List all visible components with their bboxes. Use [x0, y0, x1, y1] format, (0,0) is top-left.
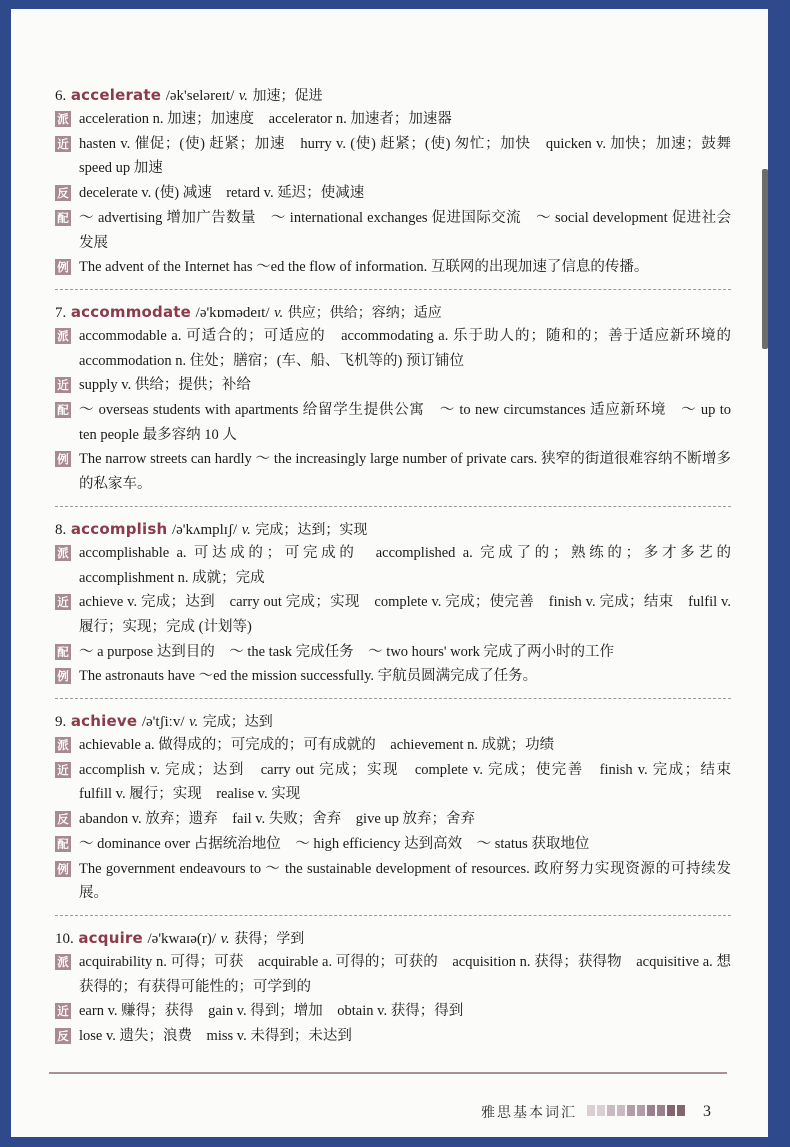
entry-row	[55, 1024, 731, 1049]
entry-number: 10.	[55, 930, 74, 947]
entry-number: 9.	[55, 714, 67, 731]
decor-square	[647, 1105, 655, 1116]
headword: achieve	[70, 712, 138, 731]
category-badge: 例	[55, 861, 71, 877]
category-badge: 配	[55, 210, 71, 226]
entry-divider	[55, 506, 731, 507]
entry-number: 6.	[55, 88, 67, 104]
decor-square	[597, 1105, 605, 1116]
row-text: decelerate v. (使) 减速 retard v. 延迟；使减速	[79, 185, 365, 202]
vocab-list	[55, 83, 746, 1049]
entry-row	[55, 398, 731, 447]
decor-square	[657, 1105, 665, 1116]
entry-row	[55, 733, 731, 758]
category-badge: 近	[55, 377, 71, 393]
definition: 完成；达到；实现	[255, 521, 368, 538]
entry-heading	[55, 926, 731, 950]
decor-square	[617, 1105, 625, 1116]
entry-divider	[55, 698, 731, 699]
entry-row	[55, 832, 731, 857]
entry-row	[55, 999, 731, 1024]
scrollbar[interactable]	[762, 169, 768, 349]
row-text: The advent of the Internet has ～ed the flow of information. 互联网的出现加速了信息的传播。	[79, 259, 649, 276]
entry-row	[55, 255, 731, 280]
row-text: supply v. 供给；提供；补给	[79, 377, 251, 394]
row-text: The government endeavours to ～ the sustainable development of resources. 政府努力实现资源的可持续发展。	[79, 860, 731, 902]
definition: 加速；促进	[252, 88, 323, 104]
headword: acquire	[78, 928, 143, 947]
entry-row	[55, 324, 746, 373]
category-badge: 例	[55, 668, 71, 684]
entry-row	[55, 807, 731, 832]
entry-row	[55, 541, 746, 590]
row-text: achieve v. 完成；达到 carry out 完成；实现 complete v. 完成；使完善 finish v. 完成；结束 fulfil v. 履行；实现；完成 (计划等)	[79, 594, 731, 635]
category-badge: 近	[55, 136, 71, 152]
entry-heading	[55, 517, 731, 541]
entry-row	[55, 590, 731, 639]
entry-row	[55, 107, 731, 132]
row-text: ～ a purpose 达到目的 ～ the task 完成任务 ～ two hours' work 完成了两小时的工作	[79, 643, 615, 660]
category-badge: 派	[55, 954, 71, 970]
phonetic: /ə'kʌmplɪʃ/	[171, 521, 238, 538]
headword: accelerate	[70, 86, 162, 104]
decor-square	[587, 1105, 595, 1116]
part-of-speech: v.	[274, 304, 284, 321]
category-badge: 近	[55, 1003, 71, 1019]
category-badge: 反	[55, 1028, 71, 1044]
entry-row	[55, 664, 731, 689]
phonetic: /ə'kɒmədeɪt/	[195, 304, 270, 321]
category-badge: 派	[55, 111, 71, 127]
decor-square	[667, 1105, 675, 1116]
entry-row	[55, 132, 746, 181]
phonetic: /ək'seləreɪt/	[165, 88, 235, 104]
footer-divider	[49, 1072, 727, 1074]
entry-row	[55, 640, 731, 665]
headword: accomplish	[70, 519, 168, 538]
row-text: accommodable a. 可适合的；可适应的 accommodating a. 乐于助人的；随和的；善于适应新环境的 accommodation n. 住处；膳宿；(车、船、飞机等的) 预订铺位	[79, 327, 746, 369]
page-footer	[481, 1102, 711, 1122]
row-text: lose v. 遗失；浪费 miss v. 未得到；未达到	[79, 1028, 352, 1045]
vocab-entry	[55, 517, 746, 689]
row-text: achievable a. 做得成的；可完成的；可有成就的 achievement n. 成就；功绩	[79, 737, 555, 754]
category-badge: 配	[55, 836, 71, 852]
entry-divider	[55, 289, 731, 290]
category-badge: 派	[55, 737, 71, 753]
row-text: accomplish v. 完成；达到 carry out 完成；实现 complete v. 完成；使完善 finish v. 完成；结束 fulfill v. 履行；实现 realise v. 实现	[79, 761, 746, 803]
entry-number: 8.	[55, 521, 67, 538]
category-badge: 反	[55, 811, 71, 827]
category-badge: 近	[55, 594, 71, 610]
entry-row	[55, 950, 731, 999]
entry-heading	[55, 300, 731, 324]
entry-row	[55, 447, 731, 496]
part-of-speech: v.	[238, 88, 248, 104]
entry-row	[55, 857, 731, 906]
phonetic: /ə'kwaɪə(r)/	[147, 930, 217, 947]
entry-row	[55, 758, 746, 807]
row-text: abandon v. 放弃；遗弃 fail v. 失败；舍弃 give up 放弃；舍弃	[79, 811, 476, 828]
part-of-speech: v.	[241, 521, 251, 538]
vocab-entry	[55, 709, 746, 906]
category-badge: 例	[55, 259, 71, 275]
entry-divider	[55, 915, 731, 916]
category-badge: 派	[55, 328, 71, 344]
entry-row	[55, 206, 731, 255]
category-badge: 配	[55, 402, 71, 418]
entry-number: 7.	[55, 304, 67, 321]
row-text: accomplishable a. 可达成的；可完成的 accomplished a. 完成了的；熟练的；多才多艺的 accomplishment n. 成就；完成	[79, 544, 746, 586]
decorative-squares	[587, 1104, 687, 1120]
phonetic: /ə'tʃiːv/	[141, 714, 185, 731]
row-text: ～ overseas students with apartments 给留学生提供公寓 ～ to new circumstances 适应新环境 ～ up to ten people 最多容纳 10 人	[79, 402, 731, 443]
entry-row	[55, 181, 731, 206]
category-badge: 反	[55, 185, 71, 201]
page-number: 3	[703, 1103, 711, 1120]
row-text: ～ dominance over 占据统治地位 ～ high efficiency 达到高效 ～ status 获取地位	[79, 835, 590, 852]
part-of-speech: v.	[220, 930, 230, 947]
row-text: hasten v. 催促；(使) 赶紧；加速 hurry v. (使) 赶紧；(使) 匆忙；加快 quicken v. 加快；加速；鼓舞 speed up 加速	[79, 135, 746, 177]
book-title: 雅思基本词汇	[481, 1105, 577, 1121]
row-text: acquirability n. 可得；可获 acquirable a. 可得的；可获的 acquisition n. 获得；获得物 acquisitive a. 想获得的；有获得可能性的；可学到的	[79, 953, 731, 995]
entry-heading	[55, 709, 731, 733]
decor-square	[677, 1105, 685, 1116]
entry-row	[55, 373, 731, 398]
row-text: The narrow streets can hardly ～ the increasingly large number of private cars. 狭窄的街道很难容纳不断增多的私家车。	[79, 451, 731, 493]
decor-square	[627, 1105, 635, 1116]
vocab-entry	[55, 926, 731, 1049]
category-badge: 派	[55, 545, 71, 561]
definition: 完成；达到	[202, 714, 273, 731]
row-text: ～ advertising 增加广告数量 ～ international exchanges 促进国际交流 ～ social development 促进社会发展	[79, 209, 731, 251]
row-text: earn v. 赚得；获得 gain v. 得到；增加 obtain v. 获得；得到	[79, 1003, 464, 1020]
decor-square	[607, 1105, 615, 1116]
definition: 获得；学到	[234, 930, 305, 947]
row-text: acceleration n. 加速；加速度 accelerator n. 加速者；加速器	[79, 111, 452, 127]
page	[11, 9, 768, 1137]
part-of-speech: v.	[189, 714, 199, 731]
vocab-entry	[55, 83, 746, 280]
definition: 供应；供给；容纳；适应	[287, 304, 442, 321]
row-text: The astronauts have ～ed the mission successfully. 宇航员圆满完成了任务。	[79, 668, 538, 685]
category-badge: 配	[55, 644, 71, 660]
category-badge: 例	[55, 451, 71, 467]
decor-square	[637, 1105, 645, 1116]
entry-heading	[55, 83, 731, 107]
category-badge: 近	[55, 762, 71, 778]
vocab-entry	[55, 300, 746, 497]
headword: accommodate	[70, 302, 192, 321]
